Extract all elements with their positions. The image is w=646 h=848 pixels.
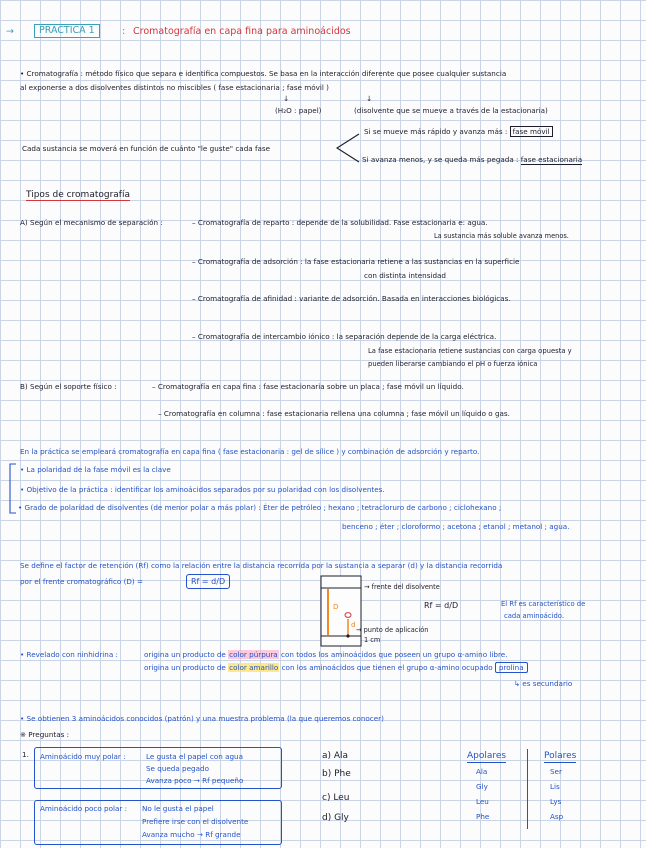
ninhydrin-line-1: origina un producto de color púrpura con todos los aminoácidos que poseen un grupo α-amino libre. [144, 650, 508, 659]
mobile-phase-box: fase móvil [510, 126, 553, 137]
branch-mobile [364, 128, 553, 136]
definition-line-2: al exponerse a dos disolventes distintos no miscibles ( fase estacionaria ; fase móvil ) [20, 83, 329, 92]
box2-title: Aminoácido poco polar : [40, 804, 128, 813]
practice-point-2: • Objetivo de la práctica : identificar los aminoácidos separados por su polaridad con los disolventes. [20, 485, 385, 494]
arrow-down-icon: ↓ [366, 94, 373, 103]
ninhydrin-line-3: ↳ es secundario [514, 679, 573, 688]
practice-point-3: • Grado de polaridad de disolventes (de menor polar a más polar) : Éter de petróleo ; hexano ; tetracloruro de carbono ; ciclohexano ; [18, 503, 502, 512]
label-solvent-front: → frente del disolvente [364, 583, 440, 591]
option-b: b) Phe [322, 769, 351, 779]
highlight-purple: color púrpura [229, 650, 278, 659]
type-a4-note-1: La fase estacionaria retiene sustancias con carga opuesta y [368, 347, 572, 355]
samples-line: • Se obtienen 3 aminoácidos conocidos (patrón) y una muestra problema (la que queremos conocer) [20, 714, 384, 723]
type-b1: – Cromatografía en capa fina : fase estacionaria sobre un placa ; fase móvil un líquido. [152, 382, 464, 391]
practice-badge: PRÁCTICA 1 [34, 24, 100, 38]
practice-point-1: • La polaridad de la fase móvil es la clave [20, 465, 171, 474]
definition-line-1: • Cromatografía : método físico que separa e identifica compuestos. Se basa en la interacción diferente que posee cualquier sustancia [20, 69, 507, 78]
rf-formula-box: Rf = d/D [186, 574, 230, 589]
diagram-label-D: D [333, 602, 339, 611]
option-a: a) Ala [322, 751, 349, 761]
label-application-point: → punto de aplicación [356, 626, 429, 634]
option-d: d) Gly [322, 813, 349, 823]
box2-line-3: Avanza mucho → Rf grande [142, 830, 241, 839]
highlight-yellow: color amarillo [229, 663, 279, 672]
proline-box: prolina [495, 662, 528, 673]
table-cell: Ser [550, 767, 562, 776]
type-a2: – Cromatografía de adsorción : la fase estacionaria retiene a las sustancias en la superficie [192, 257, 520, 266]
table-header-apolares: Apolares [467, 751, 507, 761]
behavior-lead: Cada sustancia se moverá en función de cuánto "le guste" cada fase [22, 144, 271, 153]
type-a4: – Cromatografía de intercambio iónico : la separación depende de la carga eléctrica. [192, 332, 497, 341]
rf-line-1: Se define el factor de retención (Rf) como la relación entre la distancia recorrida por la sustancia a separar (d) y la distancia recorrida [20, 561, 503, 570]
rf-note-1: El Rf es característico de [501, 600, 586, 608]
type-b-label: B) Según el soporte físico : [20, 382, 117, 391]
table-cell: Lis [550, 782, 560, 791]
box1-title: Aminoácido muy polar : [40, 752, 126, 761]
type-a2-cont: con distinta intensidad [364, 271, 446, 280]
practice-intro: En la práctica se empleará cromatografía en capa fina ( fase estacionaria : gel de sílice ) y combinación de adsorción y reparto. [20, 447, 480, 456]
type-a3: – Cromatografía de afinidad : variante de adsorción. Basada en interacciones biológicas. [192, 294, 511, 303]
type-a4-note-2: pueden liberarse cambiando el pH o fuerza iónica [368, 360, 538, 368]
type-a1: – Cromatografía de reparto : depende de la solubilidad. Fase estacionaria e: agua. [192, 218, 488, 227]
ninhydrin-line-2: origina un producto de color amarillo con los aminoácidos que tienen el grupo α-amino ocupado prolina [144, 664, 528, 672]
table-cell: Phe [476, 812, 490, 821]
rf-line-2: por el frente cromatográfico (D) = [20, 577, 144, 586]
box1-line-1: Le gusta el papel con agua [146, 752, 244, 761]
table-cell: Lys [550, 797, 562, 806]
type-a-label: A) Según el mecanismo de separación : [20, 218, 163, 227]
table-cell: Asp [550, 812, 564, 821]
branch-stationary [362, 156, 582, 164]
title-arrow: → [6, 26, 14, 37]
box1-line-2: Se queda pegado [146, 764, 209, 773]
table-cell: Leu [476, 797, 489, 806]
brace-icon [335, 132, 360, 166]
question-number: 1. [22, 750, 29, 759]
rf-formula-diagram: Rf = d/D [424, 601, 459, 610]
branch-stationary-text: Si avanza menos, y se queda más pegada : [362, 155, 519, 164]
definition-sub-right: (disolvente que se mueve a través de la estacionaria) [354, 106, 548, 115]
page-title: Cromatografía en capa fina para aminoácidos [133, 26, 351, 37]
definition-sub-left: (H₂O : papel) [275, 106, 322, 115]
section-heading-types: Tipos de cromatografía [26, 190, 130, 200]
box2-line-1: No le gusta el papel [142, 804, 214, 813]
ninhydrin-lead: • Revelado con ninhidrina : [20, 650, 118, 659]
rf-note-2: cada aminoácido. [504, 612, 564, 620]
arrow-down-icon: ↓ [283, 94, 290, 103]
box1-line-3: Avanza poco → Rf pequeño [146, 776, 244, 785]
practice-point-3-cont: benceno ; éter ; cloroformo ; acetona ; etanol ; metanol ; agua. [342, 522, 570, 531]
branch-mobile-text: Si se mueve más rápido y avanza más : [364, 127, 508, 136]
stationary-phase-underlined: fase estacionaria [520, 155, 583, 164]
label-1cm: 1 cm [364, 636, 381, 644]
table-header-polares: Polares [544, 751, 577, 761]
diagram-label-d: d [351, 620, 356, 629]
option-c: c) Leu [322, 793, 350, 803]
table-divider [527, 749, 528, 829]
table-cell: Ala [476, 767, 488, 776]
type-b2: – Cromatografía en columna : fase estacionaria rellena una columna ; fase móvil un líquido o gas. [158, 409, 510, 418]
type-a1-note: La sustancia más soluble avanza menos. [434, 232, 569, 240]
bracket-icon [8, 463, 18, 515]
table-cell: Gly [476, 782, 488, 791]
questions-heading: ※ Preguntas : [20, 730, 70, 739]
title-colon: : [122, 26, 126, 37]
box2-line-2: Prefiere irse con el disolvente [142, 817, 249, 826]
tlc-plate-diagram [320, 575, 362, 647]
